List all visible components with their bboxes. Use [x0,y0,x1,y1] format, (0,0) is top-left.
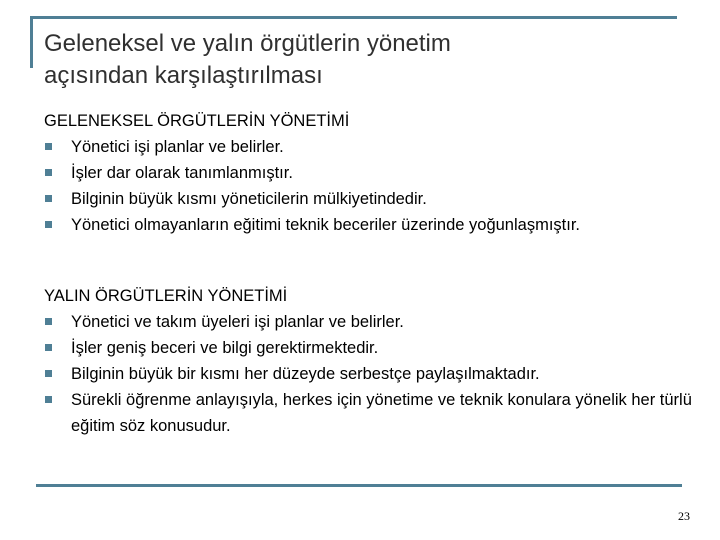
square-bullet-icon [45,221,52,228]
list-item [44,160,704,186]
square-bullet-icon [45,143,52,150]
list-item [44,134,704,160]
title-frame-top-rule [30,16,677,19]
list-item [44,309,704,335]
section-heading-traditional: GELENEKSEL ÖRGÜTLERİN YÖNETİMİ [44,112,350,130]
list-item-text: İşler geniş beceri ve bilgi gerektirmektedir. [71,339,379,357]
square-bullet-icon [45,344,52,351]
list-item-text: Yönetici işi planlar ve belirler. [71,138,284,156]
bullet-list-traditional [44,134,704,238]
list-item-text: İşler dar olarak tanımlanmıştır. [71,164,293,182]
list-item [44,335,704,361]
section-traditional [44,108,704,238]
list-item-text: Sürekli öğrenme anlayışıyla, herkes için yönetime ve teknik konulara yönelik her türlü eğitim söz konusudur. [71,391,692,435]
list-item [44,387,704,439]
page-number: 23 [678,509,690,523]
section-lean [44,283,704,439]
list-item [44,186,704,212]
square-bullet-icon [45,318,52,325]
list-item-text: Yönetici ve takım üyeleri işi planlar ve belirler. [71,313,404,331]
list-item [44,361,704,387]
square-bullet-icon [45,396,52,403]
section-heading-lean: YALIN ÖRGÜTLERİN YÖNETİMİ [44,287,288,305]
slide-title-line-2: açısından karşılaştırılması [44,62,323,89]
footer-rule [36,484,682,487]
list-item [44,212,704,238]
slide-title [44,28,684,92]
list-item-text: Yönetici olmayanların eğitimi teknik beceriler üzerinde yoğunlaşmıştır. [71,216,580,234]
list-item-text: Bilginin büyük kısmı yöneticilerin mülkiyetindedir. [71,190,427,208]
list-item-text: Bilginin büyük bir kısmı her düzeyde serbestçe paylaşılmaktadır. [71,365,540,383]
square-bullet-icon [45,195,52,202]
bullet-list-lean [44,309,704,439]
square-bullet-icon [45,169,52,176]
title-frame-left-rule [30,16,33,68]
slide-title-line-1: Geleneksel ve yalın örgütlerin yönetim [44,30,451,57]
square-bullet-icon [45,370,52,377]
